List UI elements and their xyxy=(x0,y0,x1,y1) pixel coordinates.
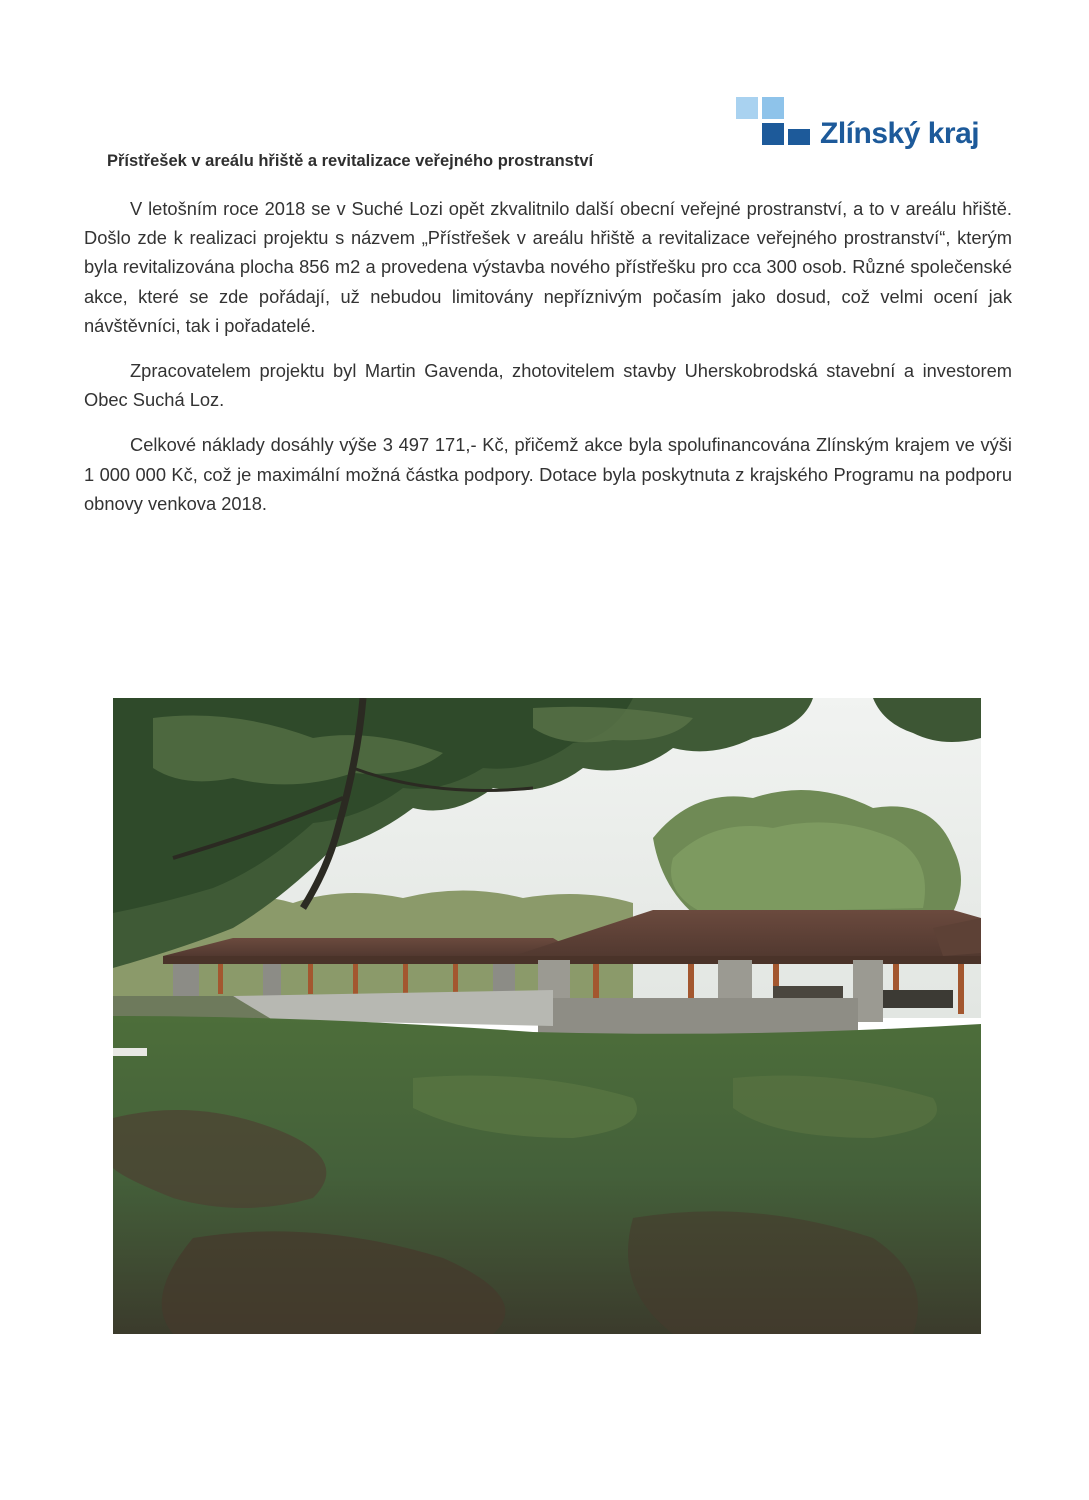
paragraph-contractors: Zpracovatelem projektu byl Martin Gavenda, zhotovitelem stavby Uherskobrodská stavební a investorem Obec Suchá Loz. xyxy=(84,360,1012,411)
logo-text: Zlínský kraj xyxy=(820,117,980,150)
paragraph-costs: Celkové náklady dosáhly výše 3 497 171,- Kč, přičemž akce byla spolufinancována Zlínským krajem ve výši 1 000 000 Kč, což je maximální možná částka podpory. Dotace byla poskytnuta z krajského Programu na podporu obnovy venkova 2018. xyxy=(84,434,1012,514)
logo-squares-icon xyxy=(736,97,816,157)
shelter-photo xyxy=(113,698,981,1334)
document-title: Přístřešek v areálu hřiště a revitalizace veřejného prostranství xyxy=(107,152,594,170)
document-body xyxy=(84,194,1012,534)
paragraph-intro: V letošním roce 2018 se v Suché Lozi opět zkvalitnilo další obecní veřejné prostranství, a to v areálu hřiště. Došlo zde k realizaci projektu s názvem „Přístřešek v areálu hřiště a revitalizace veřejného prostranství“, kterým byla revitalizována plocha 856 m2 a provedena výstavba nového přístřešku pro cca 300 osob. Různé společenské akce, které se zde pořádají, už nebudou limitovány nepříznivým počasím jako dosud, což velmi ocení jak návštěvníci, tak i pořadatelé. xyxy=(84,198,1012,336)
zlinsky-kraj-logo xyxy=(736,97,996,157)
